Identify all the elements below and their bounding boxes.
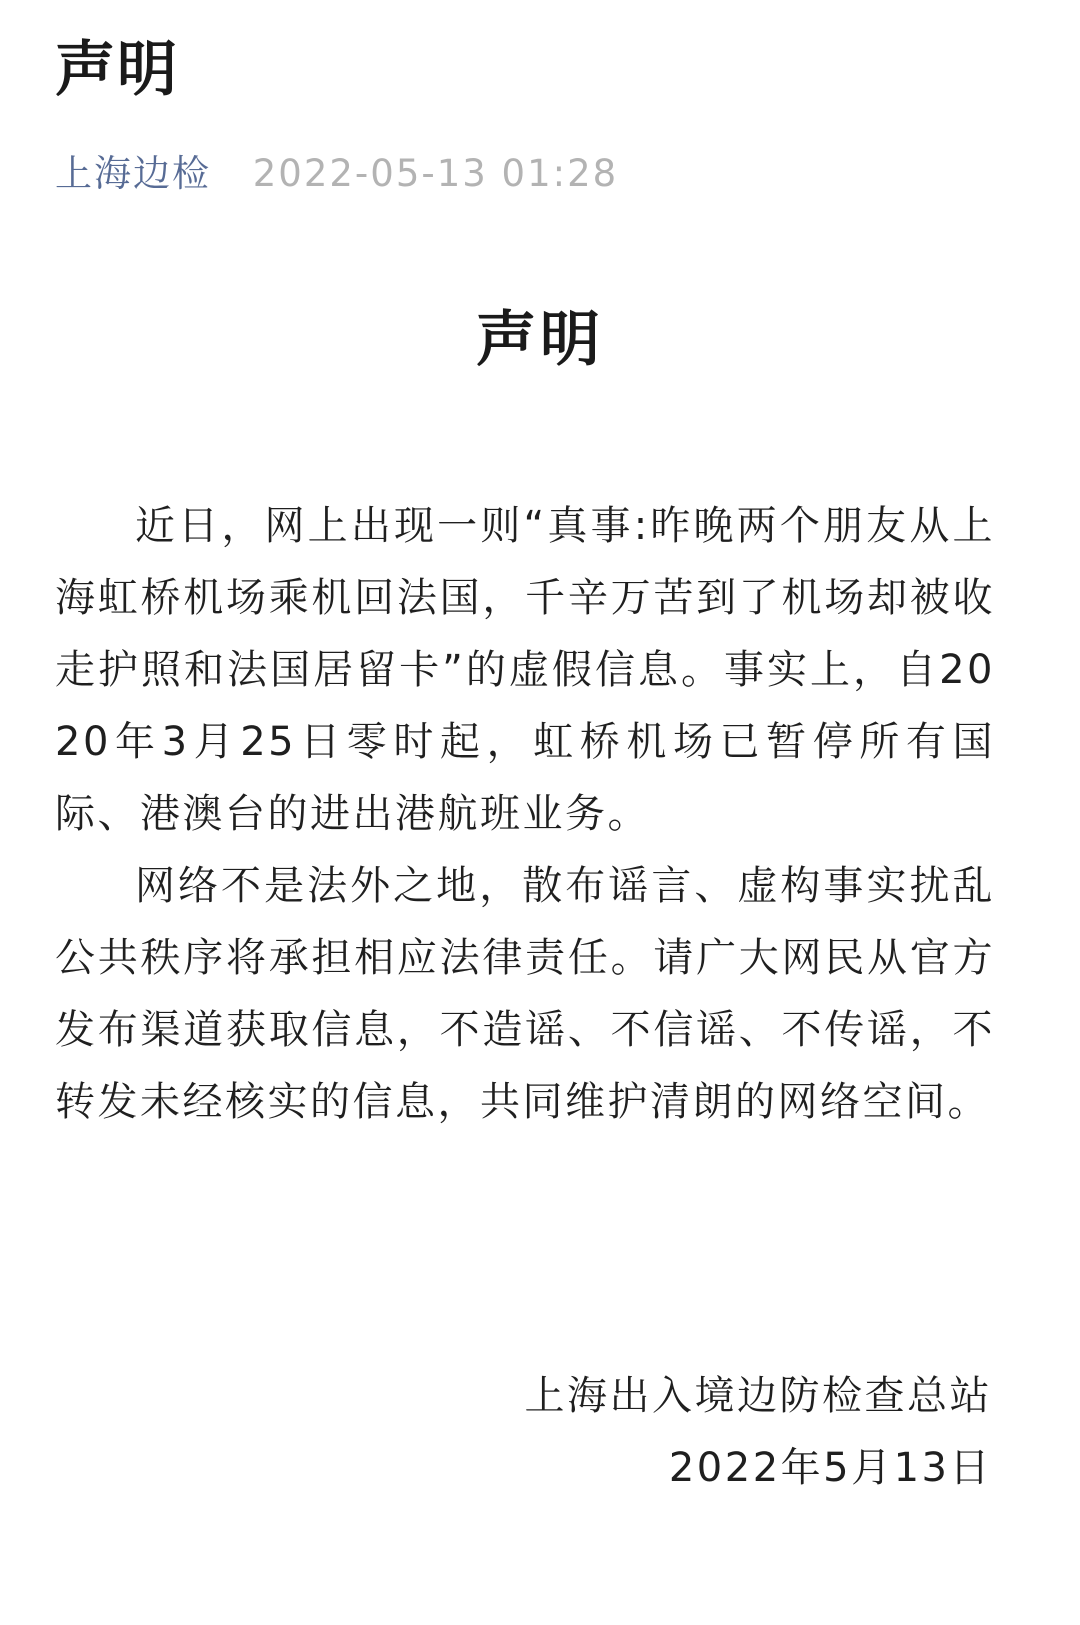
signature-date: 2022年5月13日 <box>668 1445 992 1491</box>
paragraph-2: 网络不是法外之地，散布谣言、虚构事实扰乱公共秩序将承担相应法律责任。请广大网民从官方发布渠道获取信息，不造谣、不信谣、不传谣，不转发未经核实的信息，共同维护清朗的网络空间。 <box>55 863 995 1125</box>
article-title: 声明 <box>55 35 179 105</box>
article-body <box>55 490 995 1138</box>
article-meta <box>55 148 618 200</box>
publish-time: 2022-05-13 01:28 <box>252 152 619 195</box>
signature-block <box>525 1360 993 1504</box>
paragraph-1: 近日，网上出现一则“真事:昨晚两个朋友从上海虹桥机场乘机回法国，千辛万苦到了机场却被收走护照和法国居留卡”的虚假信息。事实上，自2020年3月25日零时起，虹桥机场已暂停所有国际、港澳台的进出港航班业务。 <box>55 503 995 837</box>
statement-heading: 声明 <box>476 305 604 375</box>
account-name-link[interactable]: 上海边检 <box>55 152 211 195</box>
signature-organization: 上海出入境边防检查总站 <box>524 1373 992 1419</box>
